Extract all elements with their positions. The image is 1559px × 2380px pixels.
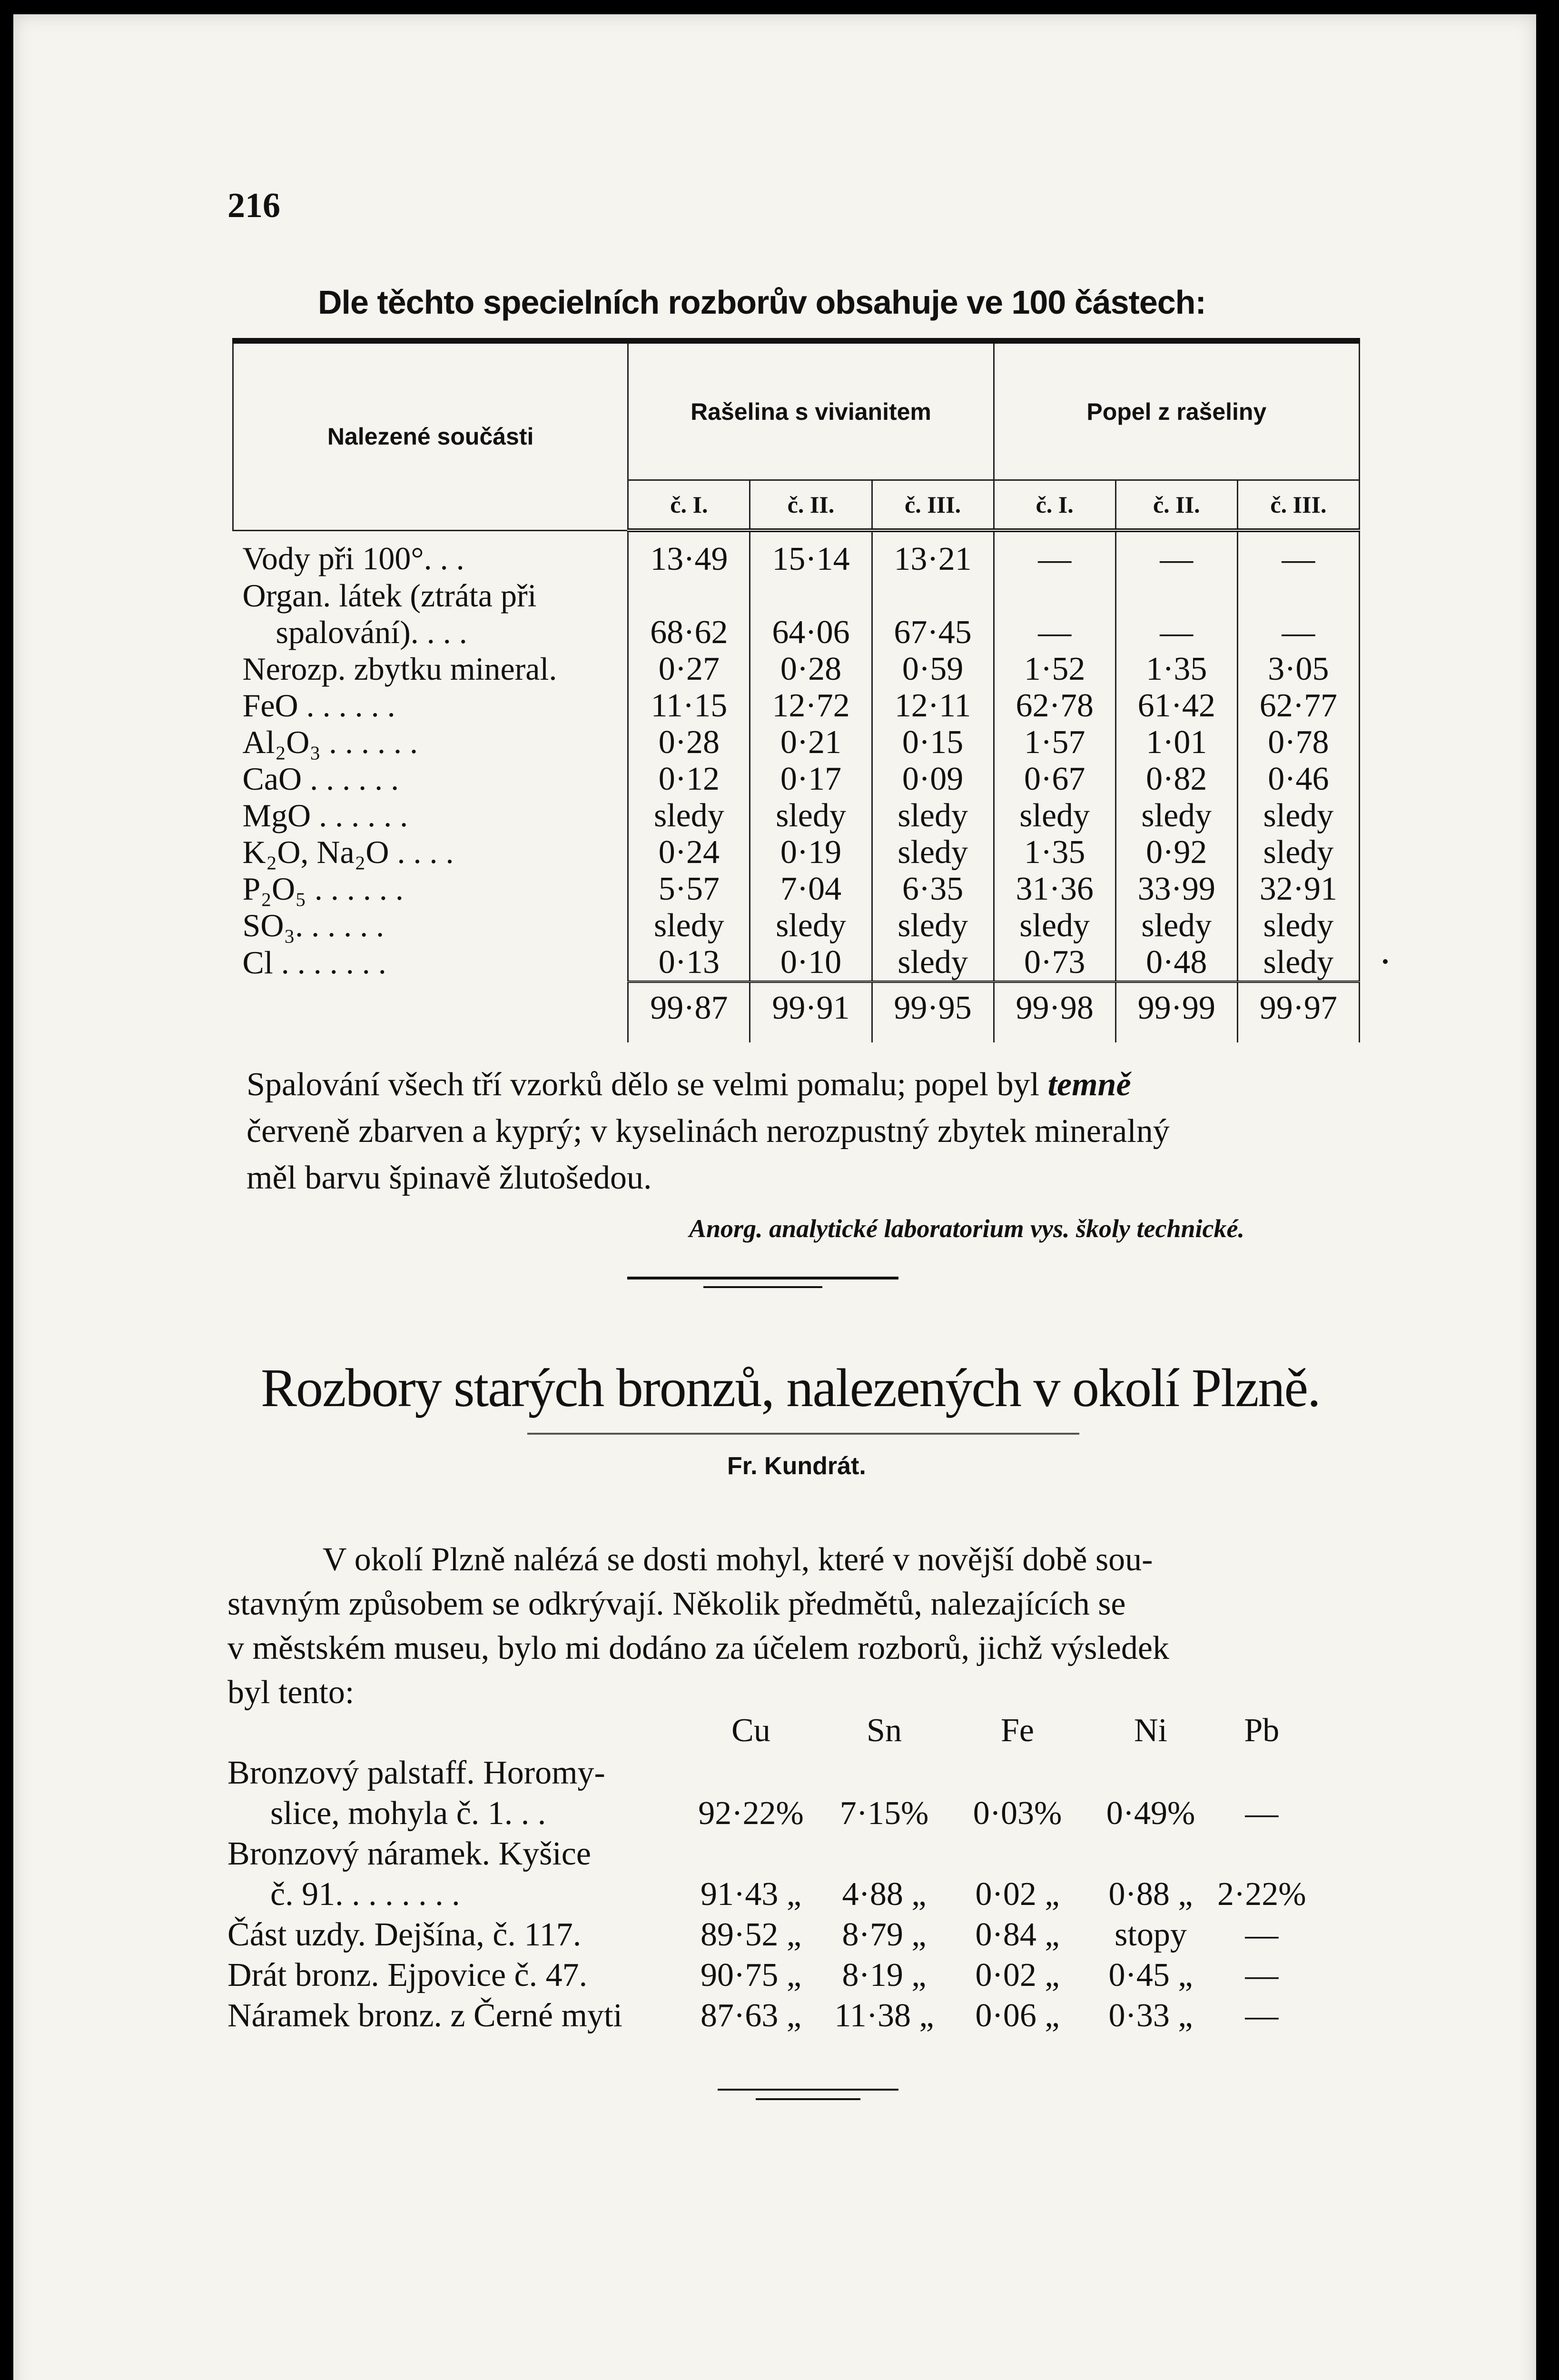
row-label: Cl . . . . . . . bbox=[242, 944, 386, 981]
table-row bbox=[233, 614, 1360, 651]
table-cell: sledy bbox=[1115, 797, 1237, 834]
table-cell: sledy bbox=[750, 907, 872, 944]
section-divider-short bbox=[703, 1286, 822, 1288]
table-row bbox=[233, 761, 1360, 797]
table-cell: sledy bbox=[1237, 834, 1359, 871]
subheader: č. III. bbox=[1237, 480, 1359, 531]
table-cell: sledy bbox=[628, 797, 750, 834]
table-cell: sledy bbox=[1115, 907, 1237, 944]
table-cell: 1·57 bbox=[994, 724, 1115, 761]
corner-header: Nalezené součásti bbox=[233, 341, 628, 530]
table-cell: sledy bbox=[750, 797, 872, 834]
table-row bbox=[233, 577, 1360, 614]
value-cell: 0·45 „ bbox=[1108, 1957, 1193, 1993]
item-name: Bronzový náramek. Kyšice bbox=[227, 1835, 591, 1872]
value-cell: 4·88 „ bbox=[842, 1876, 927, 1913]
table-cell: 0·24 bbox=[628, 834, 750, 871]
print-speck bbox=[1383, 959, 1388, 964]
value-cell: 8·19 „ bbox=[842, 1957, 927, 1993]
table-cell: 7·04 bbox=[750, 871, 872, 907]
table-row bbox=[233, 724, 1360, 761]
value-cell: 91·43 „ bbox=[701, 1876, 801, 1913]
analysis-table-body bbox=[233, 530, 1360, 1042]
value-cell: — bbox=[1245, 1795, 1279, 1832]
table-cell: 67·45 bbox=[872, 614, 994, 651]
table-cell: sledy bbox=[1237, 944, 1359, 982]
table-cell: 12·72 bbox=[750, 687, 872, 724]
value-cell: 0·88 „ bbox=[1108, 1876, 1193, 1913]
subheader: č. II. bbox=[1115, 480, 1237, 531]
table-row bbox=[233, 687, 1360, 724]
group-header-ash: Popel z rašeliny bbox=[994, 341, 1359, 480]
text-line: v městském museu, bylo mi dodáno za účelem rozborů, jichž výsledek bbox=[227, 1630, 1169, 1666]
total-cell: 99·91 bbox=[750, 982, 872, 1029]
table-cell: 68·62 bbox=[628, 614, 750, 651]
row-label: CaO . . . . . . bbox=[242, 761, 399, 797]
table-cell: 0·28 bbox=[750, 651, 872, 687]
value-cell: 89·52 „ bbox=[701, 1916, 801, 1953]
table-cell: 64·06 bbox=[750, 614, 872, 651]
table-cell bbox=[1115, 577, 1237, 614]
text-line: Spalování všech tří vzorků dělo se velmi pomalu; popel byl bbox=[247, 1066, 1048, 1103]
laboratory-signature: Anorg. analytické laboratorium vys. školy technické. bbox=[689, 1214, 1244, 1243]
table-cell: 12·11 bbox=[872, 687, 994, 724]
table-cell: 0·48 bbox=[1115, 944, 1237, 982]
table-cell: 5·57 bbox=[628, 871, 750, 907]
totals-row bbox=[233, 982, 1360, 1029]
row-label: Organ. látek (ztráta při bbox=[242, 577, 537, 614]
total-cell: 99·99 bbox=[1115, 982, 1237, 1029]
table-cell: 62·78 bbox=[994, 687, 1115, 724]
column-header-fe: Fe bbox=[1001, 1712, 1034, 1749]
row-label: MgO . . . . . . bbox=[242, 797, 408, 833]
table-row bbox=[233, 797, 1360, 834]
table-row bbox=[233, 530, 1360, 577]
value-cell: 0·84 „ bbox=[975, 1916, 1060, 1953]
page-number: 216 bbox=[227, 186, 280, 225]
item-name: Část uzdy. Dejšína, č. 117. bbox=[227, 1916, 582, 1953]
table-row bbox=[227, 1753, 1306, 1793]
table-row bbox=[227, 1955, 1306, 1995]
section-divider bbox=[627, 1277, 898, 1279]
table-cell: 0·21 bbox=[750, 724, 872, 761]
value-cell: 8·79 „ bbox=[842, 1916, 927, 1953]
item-name: Náramek bronz. z Černé myti bbox=[227, 1997, 622, 2034]
table-cell: sledy bbox=[872, 834, 994, 871]
subheader: č. I. bbox=[994, 480, 1115, 531]
table-cell: sledy bbox=[872, 907, 994, 944]
table-cell: 0·67 bbox=[994, 761, 1115, 797]
table-cell: 1·01 bbox=[1115, 724, 1237, 761]
text-line: měl barvu špinavě žlutošedou. bbox=[247, 1160, 652, 1196]
table-cell: 13·49 bbox=[628, 530, 750, 577]
value-cell: 87·63 „ bbox=[701, 1997, 801, 2034]
total-cell: 99·95 bbox=[872, 982, 994, 1029]
paragraph-combustion bbox=[247, 1061, 1365, 1201]
table-cell: 0·82 bbox=[1115, 761, 1237, 797]
article-author: Fr. Kundrát. bbox=[727, 1452, 866, 1480]
table-cell: 0·09 bbox=[872, 761, 994, 797]
analysis-table bbox=[232, 338, 1360, 1042]
table-cell: 0·15 bbox=[872, 724, 994, 761]
table-cell: — bbox=[1115, 530, 1237, 577]
article-heading: Rozbory starých bronzů, nalezených v okolí Plzně. bbox=[261, 1358, 1320, 1418]
bronze-table bbox=[227, 1709, 1306, 2036]
value-cell: — bbox=[1245, 1916, 1279, 1953]
row-label: SO₃. . . . . . bbox=[242, 907, 385, 943]
table-cell: — bbox=[994, 614, 1115, 651]
table-cell: 0·10 bbox=[750, 944, 872, 982]
table-cell: 1·52 bbox=[994, 651, 1115, 687]
table-row bbox=[233, 651, 1360, 687]
end-divider bbox=[718, 2089, 898, 2091]
table-cell: 31·36 bbox=[994, 871, 1115, 907]
group-header-peat: Rašelina s vivianitem bbox=[628, 341, 994, 480]
table-cell: 62·77 bbox=[1237, 687, 1359, 724]
table-cell: sledy bbox=[872, 797, 994, 834]
row-label: P₂O₅ . . . . . . bbox=[242, 871, 404, 907]
table-caption: Dle těchto specielních rozborův obsahuje ve 100 částech: bbox=[318, 284, 1206, 321]
row-label: Vody při 100°. . . bbox=[242, 540, 464, 576]
table-cell: sledy bbox=[872, 944, 994, 982]
table-cell bbox=[994, 577, 1115, 614]
value-cell: stopy bbox=[1115, 1916, 1187, 1953]
row-label: spalování). . . . bbox=[276, 614, 467, 650]
paragraph-intro bbox=[227, 1537, 1365, 1715]
table-cell: 3·05 bbox=[1237, 651, 1359, 687]
item-name: č. 91. . . . . . . . bbox=[270, 1876, 460, 1913]
column-header-pb: Pb bbox=[1244, 1712, 1280, 1749]
value-cell: 2·22% bbox=[1217, 1876, 1306, 1913]
table-cell: 0·27 bbox=[628, 651, 750, 687]
row-label: Al₂O₃ . . . . . . bbox=[242, 724, 418, 760]
table-cell: — bbox=[1237, 614, 1359, 651]
table-cell: sledy bbox=[994, 797, 1115, 834]
row-label: FeO . . . . . . bbox=[242, 687, 395, 724]
value-cell: 11·38 „ bbox=[834, 1997, 934, 2034]
subheader: č. I. bbox=[628, 480, 750, 531]
table-cell: 0·46 bbox=[1237, 761, 1359, 797]
table-row bbox=[233, 834, 1360, 871]
table-cell: 0·92 bbox=[1115, 834, 1237, 871]
value-cell: 92·22% bbox=[698, 1795, 804, 1832]
table-cell bbox=[1237, 577, 1359, 614]
total-cell: 99·98 bbox=[994, 982, 1115, 1029]
value-cell: 0·33 „ bbox=[1108, 1997, 1193, 2034]
table-row bbox=[227, 1995, 1306, 2036]
value-cell: — bbox=[1245, 1997, 1279, 2034]
table-cell: 1·35 bbox=[994, 834, 1115, 871]
item-name: Bronzový palstaff. Horomy- bbox=[227, 1755, 605, 1791]
table-cell: — bbox=[994, 530, 1115, 577]
table-cell bbox=[750, 577, 872, 614]
table-cell: 15·14 bbox=[750, 530, 872, 577]
table-cell: sledy bbox=[994, 907, 1115, 944]
item-name: Drát bronz. Ejpovice č. 47. bbox=[227, 1957, 588, 1993]
table-cell: 6·35 bbox=[872, 871, 994, 907]
value-cell: 90·75 „ bbox=[701, 1957, 801, 1993]
table-cell: 13·21 bbox=[872, 530, 994, 577]
table-row bbox=[227, 1793, 1306, 1834]
end-divider-short bbox=[756, 2098, 860, 2100]
column-header-cu: Cu bbox=[731, 1712, 770, 1749]
item-name: slice, mohyla č. 1. . . bbox=[270, 1795, 546, 1832]
document-page bbox=[13, 14, 1536, 2380]
table-row bbox=[227, 1874, 1306, 1914]
subheader: č. III. bbox=[872, 480, 994, 531]
table-row bbox=[233, 907, 1360, 944]
table-cell: — bbox=[1115, 614, 1237, 651]
table-cell: 11·15 bbox=[628, 687, 750, 724]
value-cell: 0·02 „ bbox=[975, 1876, 1060, 1913]
table-cell bbox=[872, 577, 994, 614]
table-cell: 0·17 bbox=[750, 761, 872, 797]
value-cell: 7·15% bbox=[839, 1795, 929, 1832]
subheader: č. II. bbox=[750, 480, 872, 531]
table-row bbox=[227, 1834, 1306, 1874]
table-cell: sledy bbox=[628, 907, 750, 944]
text-line: stavným způsobem se odkrývají. Několik předmětů, nalezajících se bbox=[227, 1586, 1126, 1622]
table-cell: 0·12 bbox=[628, 761, 750, 797]
table-cell bbox=[628, 577, 750, 614]
column-header-sn: Sn bbox=[867, 1712, 902, 1749]
value-cell: — bbox=[1245, 1957, 1279, 1993]
bronze-table-body bbox=[227, 1753, 1306, 2036]
value-cell: 0·02 „ bbox=[975, 1957, 1060, 1993]
table-row bbox=[227, 1914, 1306, 1955]
total-cell: 99·97 bbox=[1237, 982, 1359, 1029]
text-line: červeně zbarven a kyprý; v kyselinách nerozpustný zbytek mineralný bbox=[247, 1113, 1170, 1150]
value-cell: 0·03% bbox=[973, 1795, 1062, 1832]
table-cell: 0·19 bbox=[750, 834, 872, 871]
table-cell: 61·42 bbox=[1115, 687, 1237, 724]
table-cell: sledy bbox=[1237, 797, 1359, 834]
value-cell: 0·06 „ bbox=[975, 1997, 1060, 2034]
table-cell: 0·28 bbox=[628, 724, 750, 761]
table-row bbox=[233, 871, 1360, 907]
total-cell: 99·87 bbox=[628, 982, 750, 1029]
value-cell: 0·49% bbox=[1106, 1795, 1195, 1832]
emphasis-text: temně bbox=[1047, 1066, 1131, 1103]
table-cell: 0·78 bbox=[1237, 724, 1359, 761]
column-header-ni: Ni bbox=[1134, 1712, 1167, 1749]
row-label: Nerozp. zbytku mineral. bbox=[242, 651, 557, 687]
table-row bbox=[233, 944, 1360, 982]
text-line: V okolí Plzně nalézá se dosti mohyl, které v novější době sou- bbox=[323, 1541, 1153, 1578]
table-cell: sledy bbox=[1237, 907, 1359, 944]
text-line: byl tento: bbox=[227, 1674, 355, 1711]
table-cell: 32·91 bbox=[1237, 871, 1359, 907]
row-label: K₂O, Na₂O . . . . bbox=[242, 834, 454, 870]
table-cell: 0·59 bbox=[872, 651, 994, 687]
table-cell: 0·13 bbox=[628, 944, 750, 982]
table-cell: 0·73 bbox=[994, 944, 1115, 982]
table-cell: 33·99 bbox=[1115, 871, 1237, 907]
table-cell: 1·35 bbox=[1115, 651, 1237, 687]
heading-underline bbox=[527, 1433, 1079, 1435]
table-cell: — bbox=[1237, 530, 1359, 577]
